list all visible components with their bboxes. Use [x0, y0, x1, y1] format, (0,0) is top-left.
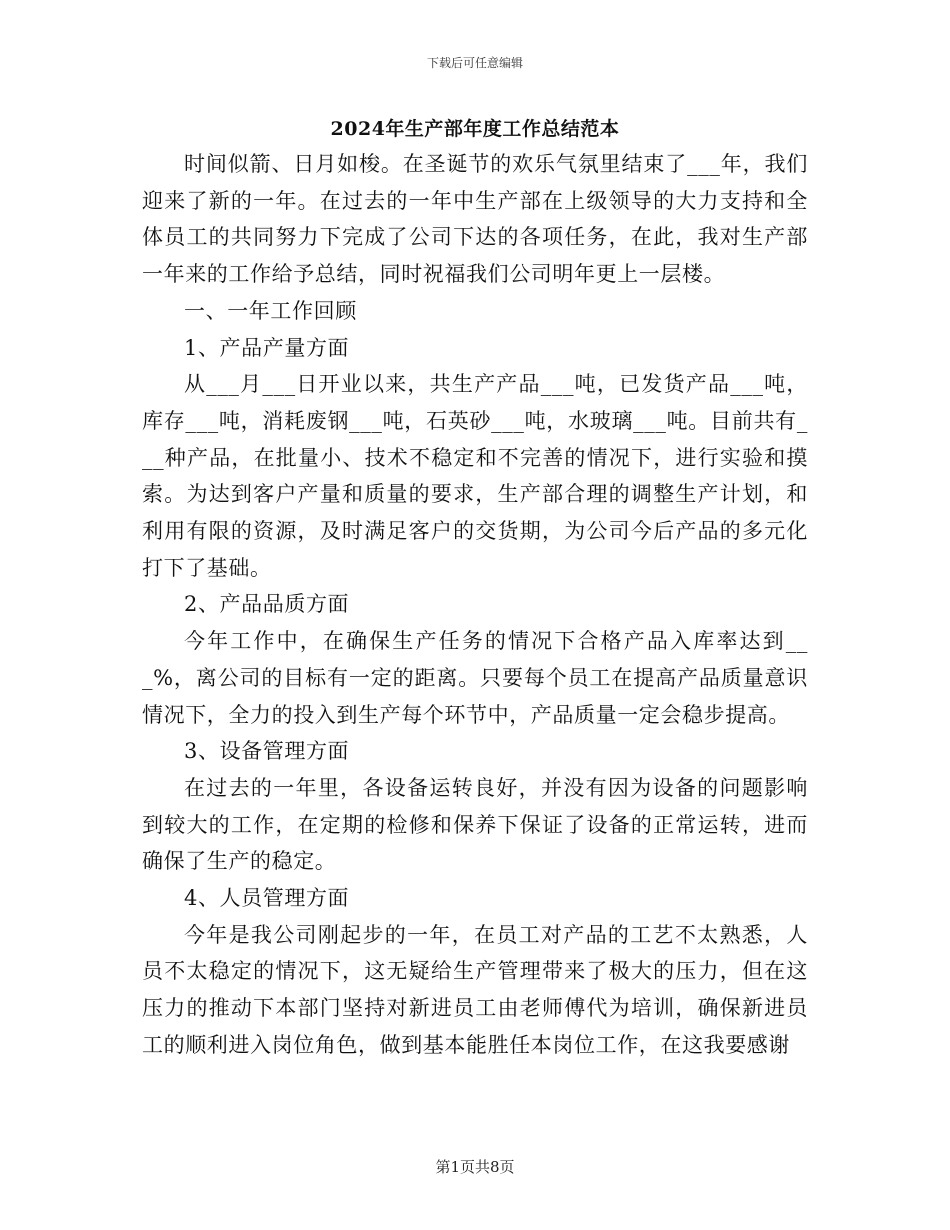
page-number: 第1页共8页 — [435, 1158, 515, 1176]
paragraph-equipment: 在过去的一年里，各设备运转良好，并没有因为设备的问题影响到较大的工作，在定期的检修和保养下保证了设备的正常运转，进而确保了生产的稳定。 — [142, 775, 808, 874]
subsection-heading-quality: 2、产品品质方面 — [184, 592, 350, 617]
subsection-heading-output: 1、产品产量方面 — [184, 335, 350, 360]
subsection-heading-personnel: 4、人员管理方面 — [184, 886, 350, 911]
paragraph-quality: 今年工作中，在确保生产任务的情况下合格产品入库率达到___%，离公司的目标有一定的距离。只要每个员工在提高产品质量意识情况下，全力的投入到生产每个环节中，产品质量一定会稳步提高。 — [142, 629, 808, 727]
subsection-heading-equipment: 3、设备管理方面 — [184, 739, 350, 764]
document-title: 2024年生产部年度工作总结范本 — [330, 118, 620, 140]
paragraph-personnel: 今年是我公司刚起步的一年，在员工对产品的工艺不太熟悉，人员不太稳定的情况下，这无疑给生产管理带来了极大的压力，但在这压力的推动下本部门坚持对新进员工由老师傅代为培训，确保新进员工的顺利进入岗位角色，做到基本能胜任本岗位工作，在这我要感谢 — [142, 922, 808, 1057]
document-body — [142, 146, 808, 1064]
paragraph-output: 从___月___日开业以来，共生产产品___吨，已发货产品___吨，库存___吨，消耗废钢___吨，石英砂___吨，水玻璃___吨。目前共有___种产品，在批量小、技术不稳定和不完善的情况下，进行实验和摸索。为达到客户产量和质量的要求，生产部合理的调整生产计划，和利用有限的资源，及时满足客户的交货期，为公司今后产品的多元化打下了基础。 — [142, 372, 808, 580]
paragraph-intro: 时间似箭、日月如梭。在圣诞节的欢乐气氛里结束了___年，我们迎来了新的一年。在过去的一年中生产部在上级领导的大力支持和全体员工的共同努力下完成了公司下达的各项任务，在此，我对生产部一年来的工作给予总结，同时祝福我们公司明年更上一层楼。 — [142, 152, 808, 287]
page-header-note: 下载后可任意编辑 — [426, 56, 523, 70]
section-heading-review: 一、一年工作回顾 — [184, 298, 357, 323]
